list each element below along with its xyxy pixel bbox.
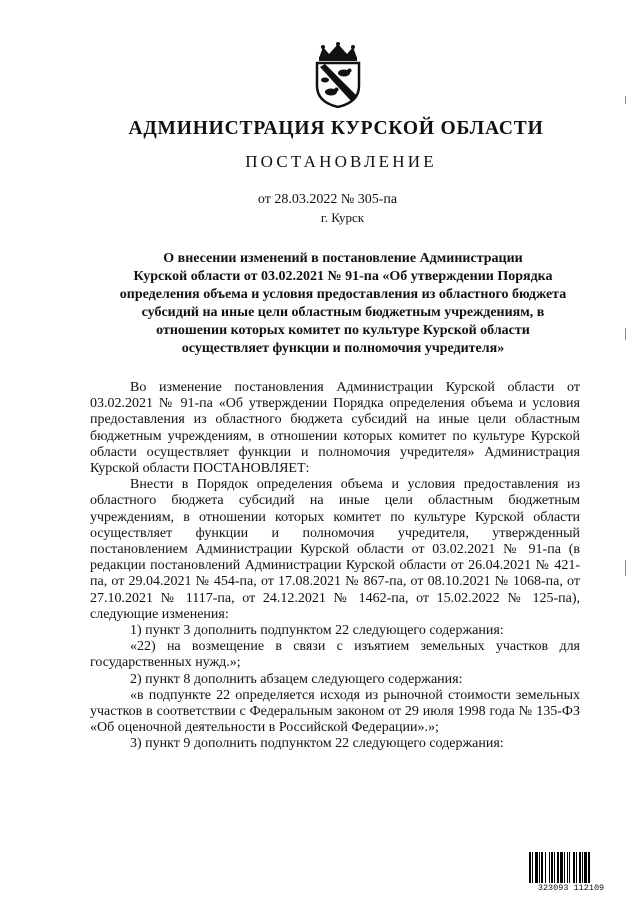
organization-name: АДМИНИСТРАЦИЯ КУРСКОЙ ОБЛАСТИ	[128, 118, 544, 139]
document-city: г. Курск	[320, 210, 365, 225]
title-line: субсидий на иные цели областным бюджетным учреждениям, в	[141, 305, 545, 320]
scan-margin-mark	[625, 96, 626, 104]
body-paragraph: «в подпункте 22 определяется исходя из рыночной стоимости земельных участков в соответствии с Федеральным законом от 29 июля 1998 года № 135-ФЗ «Об оценочной деятельности в Российской Федерации».»;	[90, 687, 580, 736]
document-date-number: от 28.03.2022 № 305-па	[257, 192, 398, 207]
barcode-number: 323093 112109	[528, 883, 614, 893]
kursk-coat-of-arms-icon	[311, 42, 365, 108]
body-paragraph: 3) пункт 9 дополнить подпунктом 22 следующего содержания:	[130, 736, 504, 752]
body-paragraph: 1) пункт 3 дополнить подпунктом 22 следующего содержания:	[130, 623, 504, 639]
scan-margin-mark	[625, 328, 626, 340]
scan-margin-mark	[625, 560, 626, 576]
body-paragraph: Внести в Порядок определения объема и условия предоставления из областного бюджета субсидий на иные цели областным бюджетным учреждениям, в отношении которых комитет по культуре Курской области осуществляет функции и полномочия учредителя, утвержденный постановлением Администрации Курской области от 03.02.2021 № 91-па (в редакции постановлений Администрации Курской области от 26.04.2021 № 421-па, от 29.04.2021 № 454-па, от 17.08.2021 № 867-па, от 08.10.2021 № 1068-па, от 27.10.2021 № 1117-па, от 24.12.2021 № 1462-па, от 15.02.2022 № 125-па), следующие изменения:	[90, 477, 580, 622]
body-paragraph: «22) на возмещение в связи с изъятием земельных участков для государственных нужд.»;	[90, 639, 580, 671]
title-line: О внесении изменений в постановление Администрации	[163, 251, 523, 266]
body-paragraph: Во изменение постановления Администрации Курской области от 03.02.2021 № 91-па «Об утверждении Порядка определения объема и условия предоставления из областного бюджета субсидий на иные цели областным бюджетным учреждениям, в отношении которых комитет по культуре Курской области осуществляет функции и полномочия учредителя» Администрация Курской области ПОСТАНОВЛЯЕТ:	[90, 380, 580, 477]
body-paragraph: 2) пункт 8 дополнить абзацем следующего содержания:	[130, 671, 463, 687]
title-line: осуществляет функции и полномочия учредителя»	[181, 341, 505, 356]
title-line: определения объема и условия предоставления из областного бюджета	[119, 287, 567, 302]
document-body	[90, 380, 580, 753]
title-line: отношении которых комитет по культуре Курской области	[156, 323, 530, 338]
document-title	[108, 250, 578, 358]
title-line: Курской области от 03.02.2021 № 91-па «Об утверждении Порядка	[133, 269, 553, 284]
document-type: ПОСТАНОВЛЕНИЕ	[245, 152, 437, 171]
